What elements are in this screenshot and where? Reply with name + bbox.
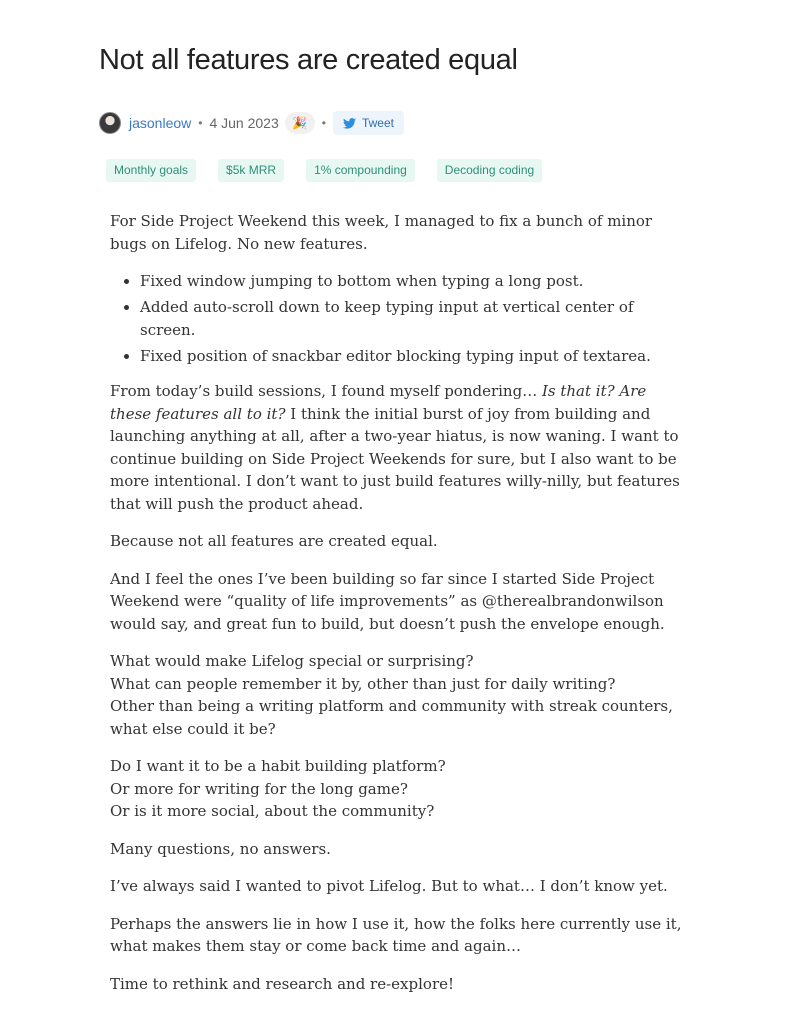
italic-text: Is that it? Are these features all to it? [110, 382, 647, 423]
avatar[interactable] [99, 112, 121, 134]
list-item: • Added auto-scroll down to keep typing input at vertical center of screen. [140, 296, 685, 341]
text-line: Or is it more social, about the community? [110, 802, 435, 820]
paragraph: I’ve always said I wanted to pivot Lifelog. But to what… I don’t know yet. [110, 877, 668, 895]
paragraph: For Side Project Weekend this week, I managed to fix a bunch of minor bugs on Lifelog. No new features. [110, 212, 653, 253]
paragraph: Time to rethink and research and re-explore! [110, 974, 455, 993]
paragraph [110, 755, 685, 823]
list-item: • Fixed window jumping to bottom when typing a long post. [140, 270, 685, 293]
list-item: • Fixed position of snackbar editor blocking typing input of textarea. [140, 345, 685, 368]
text-run: I think the initial burst of joy from building and launching anything at all, after a two-year hiatus, is now waning. I want to continue building on Side Project Weekends for sure, but I also want to be more intentional. I don’t want to just build features willy-nilly, but features that will push the product ahead. [110, 404, 680, 513]
tweet-button[interactable] [333, 111, 404, 135]
paragraph: And I feel the ones I’ve been building so far since I started Side Project Weekend were “quality of life improvements” as @therealbrandonwilson would say, and great fun to build, but doesn’t push the envelope enough. [110, 569, 665, 633]
post-date: 4 Jun 2023 [209, 115, 279, 131]
tag-5k-mrr[interactable]: $5k MRR [218, 159, 284, 182]
meta-separator: • [198, 116, 203, 130]
text-line: Or more for writing for the long game? [110, 779, 408, 798]
text-run: From today’s build sessions, I found myself pondering… [110, 382, 542, 400]
text-line: Do I want it to be a habit building platform? [110, 757, 446, 775]
tag-list [106, 159, 542, 182]
meta-separator: • [321, 116, 326, 130]
reaction-button[interactable] [285, 112, 315, 134]
author-link[interactable]: jasonleow [129, 115, 192, 131]
post-title: Not all features are created equal [99, 44, 518, 76]
text-line: Other than being a writing platform and community with streak counters, what else could it be? [110, 697, 673, 738]
tag-decoding-coding[interactable]: Decoding coding [437, 159, 542, 182]
paragraph: Because not all features are created equal. [110, 532, 438, 550]
paragraph: Perhaps the answers lie in how I use it, how the folks here currently use it, what makes them stay or come back time and again… [110, 914, 682, 955]
text-line: What can people remember it by, other than just for daily writing? [110, 674, 616, 693]
tag-monthly-goals[interactable]: Monthly goals [106, 159, 196, 182]
paragraph [110, 650, 685, 740]
text-line: What would make Lifelog special or surprising? [110, 652, 474, 670]
paragraph [110, 380, 685, 515]
post-meta [99, 110, 404, 136]
bug-fix-list [110, 270, 685, 367]
post-body [110, 210, 685, 1010]
paragraph: Many questions, no answers. [110, 839, 331, 858]
tag-1-percent-compounding[interactable]: 1% compounding [306, 159, 415, 182]
twitter-bird-icon [343, 118, 356, 129]
party-popper-icon: 🎉 [292, 116, 308, 130]
tweet-label: Tweet [361, 116, 394, 130]
